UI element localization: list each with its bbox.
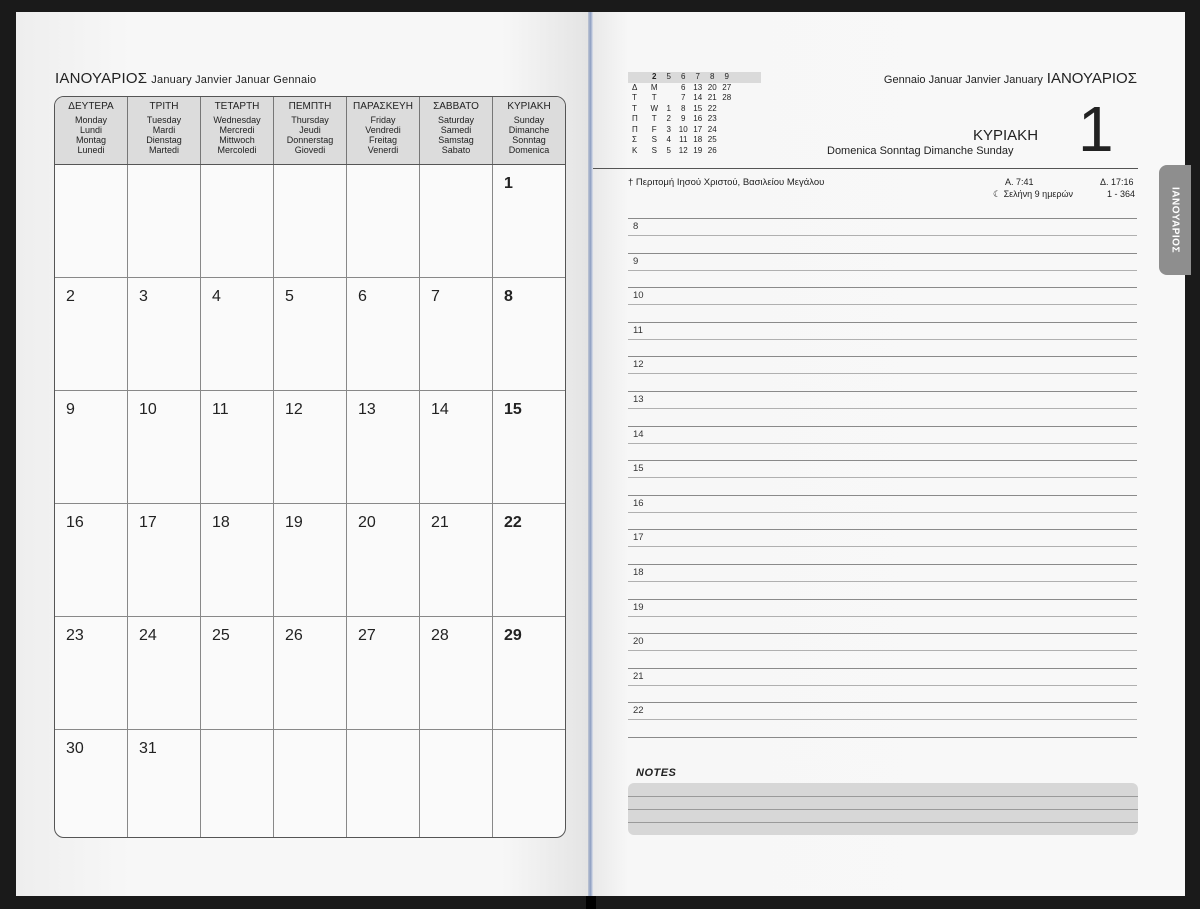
day-cell[interactable] [493, 391, 565, 503]
weekday-name-de: Donnerstag [286, 135, 334, 145]
mini-cal-day-letter: T [651, 114, 657, 123]
day-cell[interactable] [201, 617, 274, 729]
weekday-name-fr: Mercredi [219, 125, 255, 135]
weekday-name-greek: ΠΕΜΠΤΗ [288, 101, 332, 112]
day-number-label: 24 [139, 627, 157, 644]
mini-cal-date: 19 [693, 145, 703, 155]
weekday-header [347, 97, 420, 164]
header-divider [593, 168, 1138, 169]
mini-cal-date: 20 [707, 82, 717, 92]
day-number-label: 13 [358, 401, 376, 418]
day-cell[interactable] [274, 617, 347, 729]
hour-line [628, 564, 1137, 565]
day-of-year: 1 - 364 [1107, 189, 1136, 199]
half-hour-line [628, 477, 1137, 478]
day-number-label: 1 [504, 175, 513, 192]
week-row [55, 504, 565, 617]
day-cell[interactable] [128, 730, 201, 838]
mini-cal-day-letter: F [651, 124, 657, 134]
day-cell[interactable] [55, 278, 128, 390]
mini-cal-date: 14 [693, 93, 703, 102]
hour-line [628, 287, 1137, 288]
mini-cal-day-letter: T [632, 103, 637, 113]
weekday-name-fr: Lundi [79, 125, 103, 135]
mini-cal-date: 26 [707, 145, 717, 155]
day-cell[interactable] [420, 730, 493, 838]
month-title-left [55, 70, 316, 87]
hour-label: 14 [633, 428, 644, 440]
day-number-label: 8 [504, 288, 513, 305]
hour-label: 22 [633, 705, 644, 717]
sunrise-time: Α. 7:41 [1005, 177, 1034, 187]
mini-cal-date: 24 [707, 124, 717, 134]
mini-cal-date: 25 [707, 135, 717, 144]
mini-cal-date: 6 [681, 82, 686, 92]
weekday-name-en: Wednesday [213, 115, 261, 125]
mini-cal-date: 1 [666, 103, 671, 113]
weekday-name-en: Thursday [291, 115, 329, 125]
month-index-tab[interactable] [1159, 165, 1191, 275]
weekday-name-greek: ΠΑΡΑΣΚΕΥΗ [353, 101, 413, 112]
day-number-label: 19 [285, 514, 303, 531]
day-cell[interactable] [128, 391, 201, 503]
notes-line [628, 796, 1138, 797]
weekday-name-it: Lunedi [77, 145, 105, 155]
day-number-label: 11 [212, 401, 229, 418]
mini-cal-date: 12 [678, 145, 688, 155]
month-greek-right: ΙΑΝΟΥΑΡΙΟΣ [1046, 70, 1137, 87]
mini-cal-day-letter: M [650, 82, 658, 92]
hour-line [628, 495, 1137, 496]
mini-cal-date: 21 [707, 93, 717, 102]
week-row [55, 165, 565, 278]
day-cell[interactable] [55, 617, 128, 729]
mini-cal-date: 5 [666, 145, 671, 155]
mini-cal-date: 27 [722, 82, 732, 92]
day-number-label: 16 [66, 514, 84, 531]
month-langs-left: January Janvier Januar Gennaio [151, 74, 317, 86]
mini-cal-day-letter: S [651, 145, 657, 155]
day-cell[interactable] [493, 617, 565, 729]
mini-cal-date: 23 [707, 114, 717, 123]
mini-cal-date: 4 [666, 135, 671, 144]
mini-cal-day-letter: Π [632, 114, 638, 123]
day-cell[interactable] [201, 278, 274, 390]
day-number-label: 4 [212, 288, 221, 305]
half-hour-line [628, 304, 1137, 305]
weekday-name-en: Friday [370, 115, 396, 125]
day-cell[interactable] [493, 730, 565, 838]
day-cell[interactable] [420, 504, 493, 616]
day-number-label: 31 [139, 740, 157, 757]
notes-line [628, 809, 1138, 810]
weekday-name-fr: Samedi [440, 125, 472, 135]
weekday-header [55, 97, 128, 164]
month-title-right [884, 70, 1137, 87]
hour-label: 13 [633, 394, 644, 405]
mini-cal-day-letter: K [632, 145, 638, 155]
hour-label: 8 [633, 221, 639, 232]
half-hour-line [628, 408, 1137, 409]
mini-cal-day-letter: S [651, 135, 657, 144]
day-number-label: 9 [66, 401, 75, 418]
half-hour-line [628, 581, 1137, 582]
hour-label: 11 [633, 324, 643, 336]
weekday-name-it: Giovedi [294, 145, 326, 155]
half-hour-line [628, 616, 1137, 617]
day-number-label: 27 [358, 627, 376, 644]
day-number-label: 2 [66, 288, 75, 305]
mini-cal-date: 18 [693, 135, 703, 144]
day-cell[interactable] [274, 278, 347, 390]
day-cell[interactable] [201, 730, 274, 838]
mini-cal-date: 28 [722, 93, 732, 102]
notes-area[interactable] [628, 783, 1138, 835]
mini-cal-week-number: 7 [695, 72, 700, 81]
weekday-name-greek: ΣΑΒΒΑΤΟ [433, 101, 479, 112]
day-cell[interactable] [420, 165, 493, 277]
mini-cal-date [720, 125, 735, 136]
hour-line [628, 633, 1137, 634]
mini-cal-date: 9 [681, 114, 686, 123]
mini-cal-date: 13 [693, 82, 703, 92]
mini-cal-day-letter: Δ [632, 82, 638, 92]
weekday-name-greek: ΚΥΡΙΑΚΗ [507, 101, 551, 112]
half-hour-line [628, 235, 1137, 236]
day-cell[interactable] [274, 504, 347, 616]
day-cell[interactable] [420, 278, 493, 390]
half-hour-line [628, 270, 1137, 271]
mini-cal-date: 7 [681, 93, 686, 102]
mini-cal-spacer [628, 72, 647, 83]
day-number-label: 26 [285, 627, 303, 644]
mini-cal-week-number: 2 [652, 72, 657, 81]
day-cell[interactable] [201, 391, 274, 503]
weekday-name-en: Monday [74, 115, 108, 125]
day-number-label: 20 [358, 514, 376, 531]
weekday-name-it: Venerdi [367, 145, 399, 155]
month-tab-label: ΙΑΝΟΥΑΡΙΟΣ [1169, 187, 1181, 253]
weekday-name-greek: ΤΡΙΤΗ [149, 101, 179, 112]
day-number-label: 22 [504, 514, 522, 531]
hour-label: 16 [633, 497, 644, 509]
day-cell[interactable] [274, 730, 347, 838]
weekday-name-it: Mercoledi [217, 145, 257, 155]
day-cell[interactable] [55, 165, 128, 277]
moon-icon: ☾ [993, 189, 1002, 199]
day-cell[interactable] [347, 391, 420, 503]
day-cell[interactable] [347, 504, 420, 616]
mini-cal-week-number: 5 [666, 72, 671, 81]
hour-label: 10 [633, 290, 644, 302]
week-row [55, 278, 565, 391]
mini-cal-date [720, 146, 735, 157]
weekday-name-de: Samstag [438, 135, 474, 145]
mini-cal-date: 15 [693, 103, 703, 113]
day-number-label: 17 [139, 514, 157, 531]
mini-cal-date [720, 114, 735, 125]
day-cell[interactable] [420, 391, 493, 503]
weekday-name-fr: Mardi [152, 125, 176, 135]
mini-cal-date [720, 135, 735, 146]
weekday-name-fr: Dimanche [508, 125, 550, 135]
day-cell[interactable] [274, 391, 347, 503]
day-number-label: 14 [431, 401, 449, 418]
weekday-header [201, 97, 274, 164]
mini-cal-row [628, 83, 761, 94]
weekday-name-greek: ΔΕΥΤΕΡΑ [68, 101, 114, 112]
feast-day-text: † Περιτομή Ιησού Χριστού, Βασιλείου Μεγάλου [628, 177, 825, 188]
day-number-label: 10 [139, 401, 157, 418]
weekday-name-it: Domenica [508, 145, 550, 155]
weekday-name-de: Mittwoch [219, 135, 255, 145]
mini-cal-day-letter: Σ [632, 135, 637, 144]
mini-cal-week-header [628, 72, 761, 83]
mini-cal-week-number: 9 [724, 72, 729, 81]
half-hour-line [628, 339, 1137, 340]
sunset-time: Δ. 17:16 [1100, 177, 1134, 187]
day-number-label: 28 [431, 627, 449, 644]
day-cell[interactable] [493, 504, 565, 616]
day-cell[interactable] [55, 730, 128, 838]
day-cell[interactable] [347, 165, 420, 277]
day-cell[interactable] [128, 278, 201, 390]
mini-cal-date: 10 [678, 124, 688, 134]
month-calendar-grid [54, 96, 566, 838]
weekday-name-fr: Jeudi [299, 125, 321, 135]
hour-line [628, 460, 1137, 461]
half-hour-line [628, 685, 1137, 686]
weekday-name-de: Dienstag [146, 135, 182, 145]
day-cell[interactable] [493, 165, 565, 277]
hour-line [628, 668, 1137, 669]
half-hour-line [628, 443, 1137, 444]
mini-cal-row [628, 93, 761, 104]
mini-cal-date: 2 [666, 114, 671, 123]
day-cell[interactable] [493, 278, 565, 390]
weekday-name-en: Saturday [437, 115, 475, 125]
mini-cal-day-letter: T [651, 93, 657, 102]
day-number-label: 3 [139, 288, 148, 305]
weekday-header [493, 97, 565, 164]
day-number-label: 6 [358, 288, 367, 305]
mini-cal-date: 11 [679, 135, 688, 144]
hour-line [628, 599, 1137, 600]
day-number: 1 [1078, 93, 1114, 165]
weekday-name-greek: ΤΕΤΑΡΤΗ [214, 101, 260, 112]
mini-cal-date: 8 [681, 103, 686, 113]
mini-cal-date: 16 [693, 114, 703, 123]
hour-line [628, 253, 1137, 254]
hour-line [628, 322, 1137, 323]
day-number-label: 29 [504, 627, 522, 644]
binding-notch [586, 896, 596, 909]
mini-cal-date [662, 83, 677, 94]
mini-cal-row [628, 135, 761, 146]
hour-line [628, 702, 1137, 703]
mini-calendar [628, 72, 761, 156]
week-row [55, 730, 565, 838]
half-hour-line [628, 546, 1137, 547]
hour-line [628, 391, 1137, 392]
day-number-label: 15 [504, 401, 522, 418]
hour-label: 15 [633, 463, 644, 475]
day-cell[interactable] [347, 278, 420, 390]
day-cell[interactable] [420, 617, 493, 729]
day-cell[interactable] [55, 504, 128, 616]
weekday-name-de: Montag [75, 135, 107, 145]
mini-cal-row [628, 146, 761, 157]
hour-label: 18 [633, 567, 644, 578]
hour-line [628, 529, 1137, 530]
day-cell[interactable] [347, 730, 420, 838]
half-hour-line [628, 512, 1137, 513]
day-number-label: 18 [212, 514, 230, 531]
weekday-header [274, 97, 347, 164]
weekday-header [420, 97, 493, 164]
weekday-name-it: Martedi [148, 145, 179, 155]
half-hour-line [628, 719, 1137, 720]
moon-phase [993, 189, 1073, 200]
hour-label: 17 [633, 532, 644, 544]
hour-line [628, 218, 1137, 219]
day-number-label: 30 [66, 740, 84, 757]
mini-cal-row [628, 114, 761, 125]
mini-cal-day-letter: T [632, 93, 637, 102]
hour-line [628, 426, 1137, 427]
hour-line [628, 356, 1137, 357]
day-number-label: 7 [431, 288, 440, 305]
hour-label: 9 [633, 255, 639, 267]
day-number-label: 25 [212, 627, 230, 644]
weekday-langs: Domenica Sonntag Dimanche Sunday [827, 145, 1014, 157]
moon-phase-label: Σελήνη 9 ημερών [1003, 189, 1074, 199]
mini-cal-date [720, 104, 735, 115]
notes-label: NOTES [636, 767, 677, 779]
day-cell[interactable] [128, 165, 201, 277]
mini-cal-date: 22 [707, 103, 717, 113]
mini-cal-date: 3 [666, 124, 671, 134]
notes-line [628, 822, 1138, 823]
weekday-name-en: Tuesday [146, 115, 182, 125]
day-cell[interactable] [347, 617, 420, 729]
mini-cal-week-number: 6 [681, 72, 686, 81]
day-number-label: 5 [285, 288, 294, 305]
mini-cal-week-number: 8 [710, 72, 715, 81]
day-cell[interactable] [128, 504, 201, 616]
mini-cal-day-letter: W [650, 103, 659, 113]
mini-cal-row [628, 104, 761, 115]
week-row [55, 391, 565, 504]
day-number-label: 12 [285, 401, 303, 418]
hour-label: 21 [633, 670, 644, 682]
weekday-name-de: Sonntag [512, 135, 546, 145]
hour-line [628, 737, 1137, 738]
day-cell[interactable] [201, 165, 274, 277]
weekday-name-fr: Vendredi [365, 125, 401, 135]
weekday-name-it: Sabato [441, 145, 471, 155]
half-hour-line [628, 373, 1137, 374]
half-hour-line [628, 650, 1137, 651]
day-number-label: 23 [66, 627, 84, 644]
day-cell[interactable] [55, 391, 128, 503]
day-number-label: 21 [431, 514, 449, 531]
day-cell[interactable] [274, 165, 347, 277]
mini-cal-date: 17 [693, 124, 703, 134]
week-row [55, 617, 565, 730]
month-greek-left: ΙΑΝΟΥΑΡΙΟΣ [55, 70, 148, 87]
month-langs-right: Gennaio Januar Janvier January [883, 74, 1043, 86]
weekday-name-en: Sunday [513, 115, 545, 125]
weekday-header-row [55, 97, 565, 165]
weekday-header [128, 97, 201, 164]
weekday-greek: ΚΥΡΙΑΚΗ [973, 127, 1039, 144]
mini-cal-date [662, 93, 677, 104]
mini-cal-row [628, 125, 761, 136]
day-cell[interactable] [201, 504, 274, 616]
hour-label: 12 [633, 359, 644, 371]
hour-label: 20 [633, 636, 644, 648]
hour-label: 19 [633, 601, 644, 613]
day-cell[interactable] [128, 617, 201, 729]
weekday-name-de: Freitag [368, 135, 397, 145]
mini-cal-day-letter: Π [632, 124, 638, 134]
